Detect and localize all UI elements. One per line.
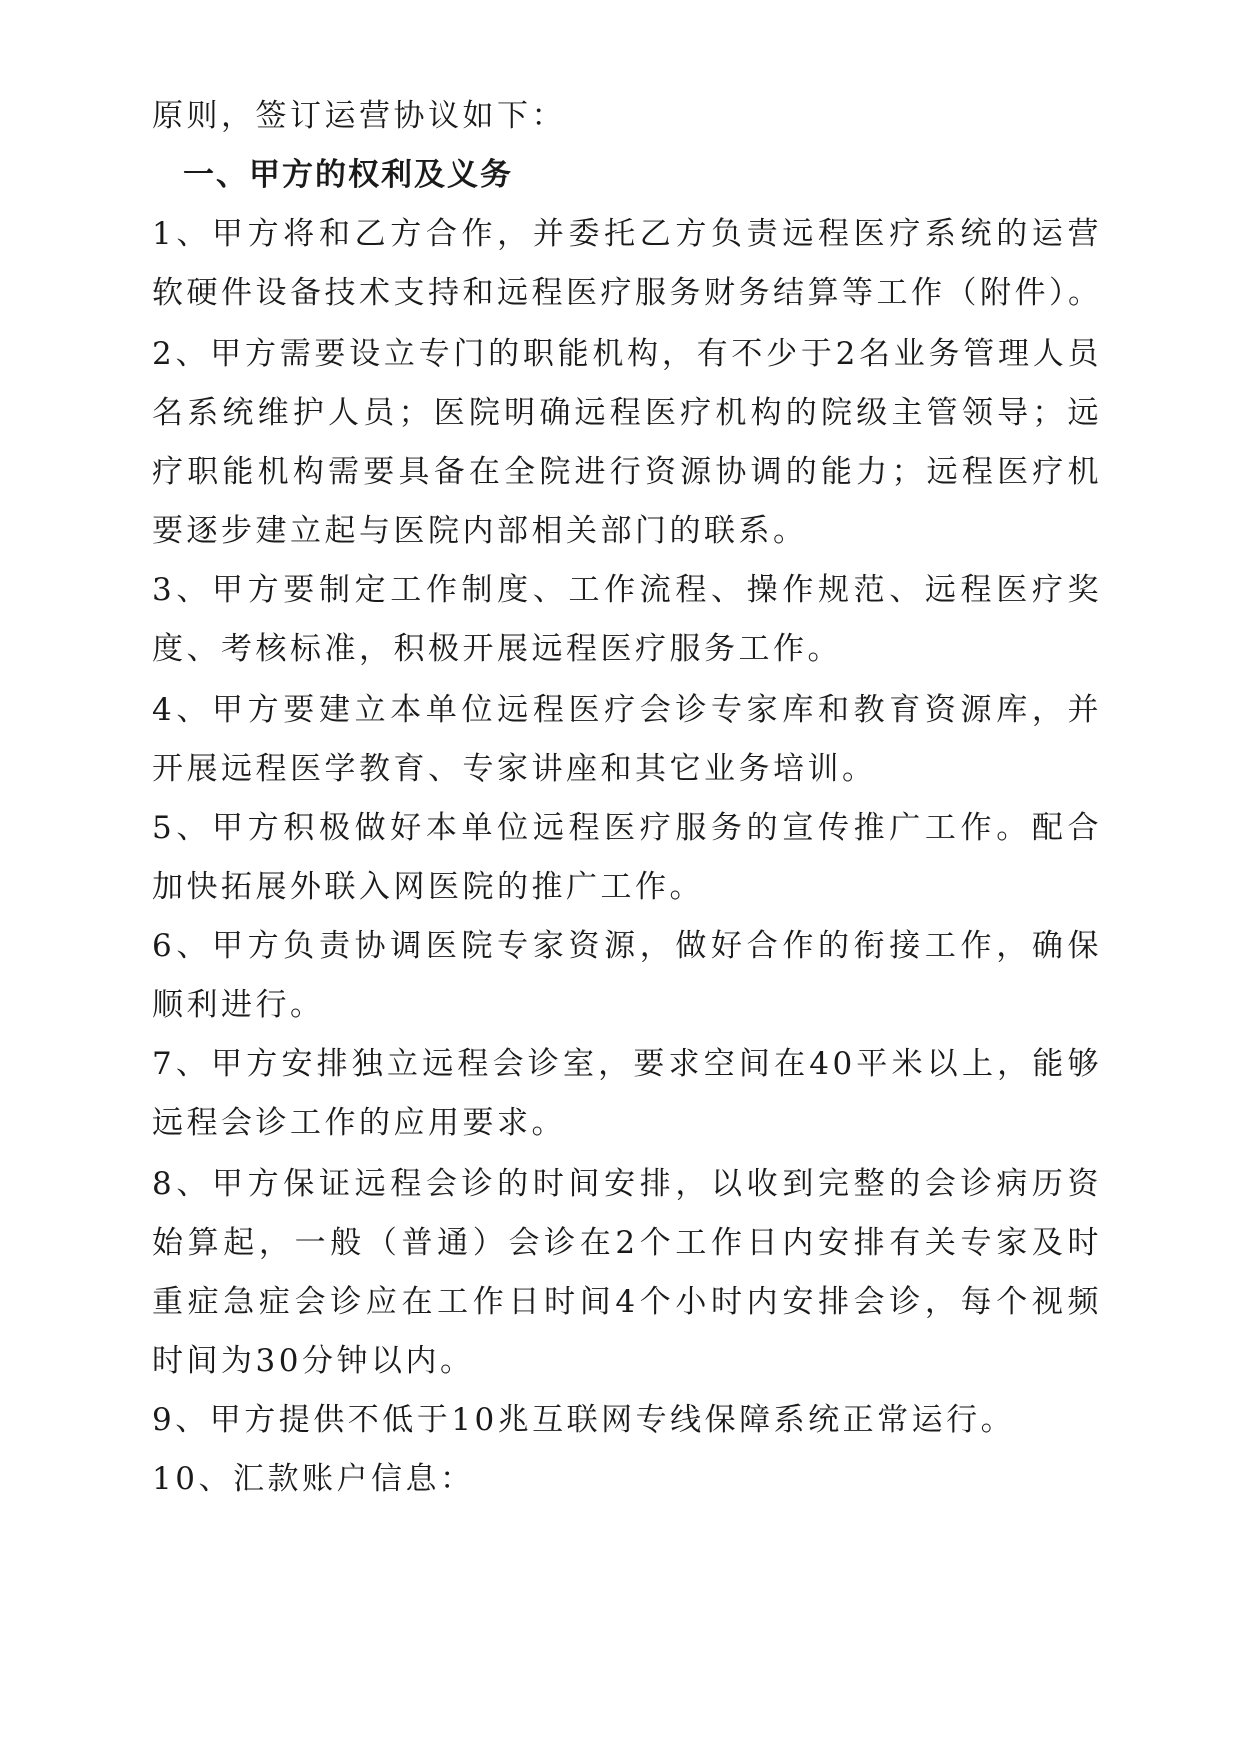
intro-line: 原则，签订运营协议如下：: [152, 98, 566, 134]
text-line: 9、甲方提供不低于10兆互联网专线保障系统正常运行。: [152, 1402, 1016, 1438]
text-line: 3、甲方要制定工作制度、工作流程、操作规范、远程医疗奖: [152, 572, 1102, 608]
text-line: 时间为30分钟以内。: [152, 1343, 475, 1379]
text-line: 加快拓展外联入网医院的推广工作。: [152, 869, 704, 905]
text-line: 疗职能机构需要具备在全院进行资源协调的能力；远程医疗机: [152, 454, 1102, 490]
text-line: 顺利进行。: [152, 987, 325, 1023]
text-line: 远程会诊工作的应用要求。: [152, 1105, 566, 1141]
text-line: 名系统维护人员；医院明确远程医疗机构的院级主管领导；远: [152, 395, 1102, 431]
text-line: 8、甲方保证远程会诊的时间安排，以收到完整的会诊病历资: [152, 1166, 1102, 1202]
section-heading: 一、甲方的权利及义务: [183, 157, 513, 193]
text-line: 要逐步建立起与医院内部相关部门的联系。: [152, 513, 808, 549]
text-line: 10、汇款账户信息：: [152, 1461, 475, 1497]
text-line: 4、甲方要建立本单位远程医疗会诊专家库和教育资源库，并: [152, 692, 1102, 728]
text-line: 始算起，一般（普通）会诊在2个工作日内安排有关专家及时: [152, 1225, 1102, 1261]
text-line: 度、考核标准，积极开展远程医疗服务工作。: [152, 631, 842, 667]
text-line: 重症急症会诊应在工作日时间4个小时内安排会诊，每个视频: [152, 1284, 1102, 1320]
text-line: 开展远程医学教育、专家讲座和其它业务培训。: [152, 751, 877, 787]
text-line: 7、甲方安排独立远程会诊室，要求空间在40平米以上，能够: [152, 1046, 1102, 1082]
text-line: 6、甲方负责协调医院专家资源，做好合作的衔接工作，确保: [152, 928, 1102, 964]
text-line: 1、甲方将和乙方合作，并委托乙方负责远程医疗系统的运营: [152, 216, 1102, 252]
text-line: 5、甲方积极做好本单位远程医疗服务的宣传推广工作。配合: [152, 810, 1102, 846]
text-line: 软硬件设备技术支持和远程医疗服务财务结算等工作（附件）。: [152, 275, 1103, 311]
text-line: 2、甲方需要设立专门的职能机构，有不少于2名业务管理人员: [152, 336, 1102, 372]
